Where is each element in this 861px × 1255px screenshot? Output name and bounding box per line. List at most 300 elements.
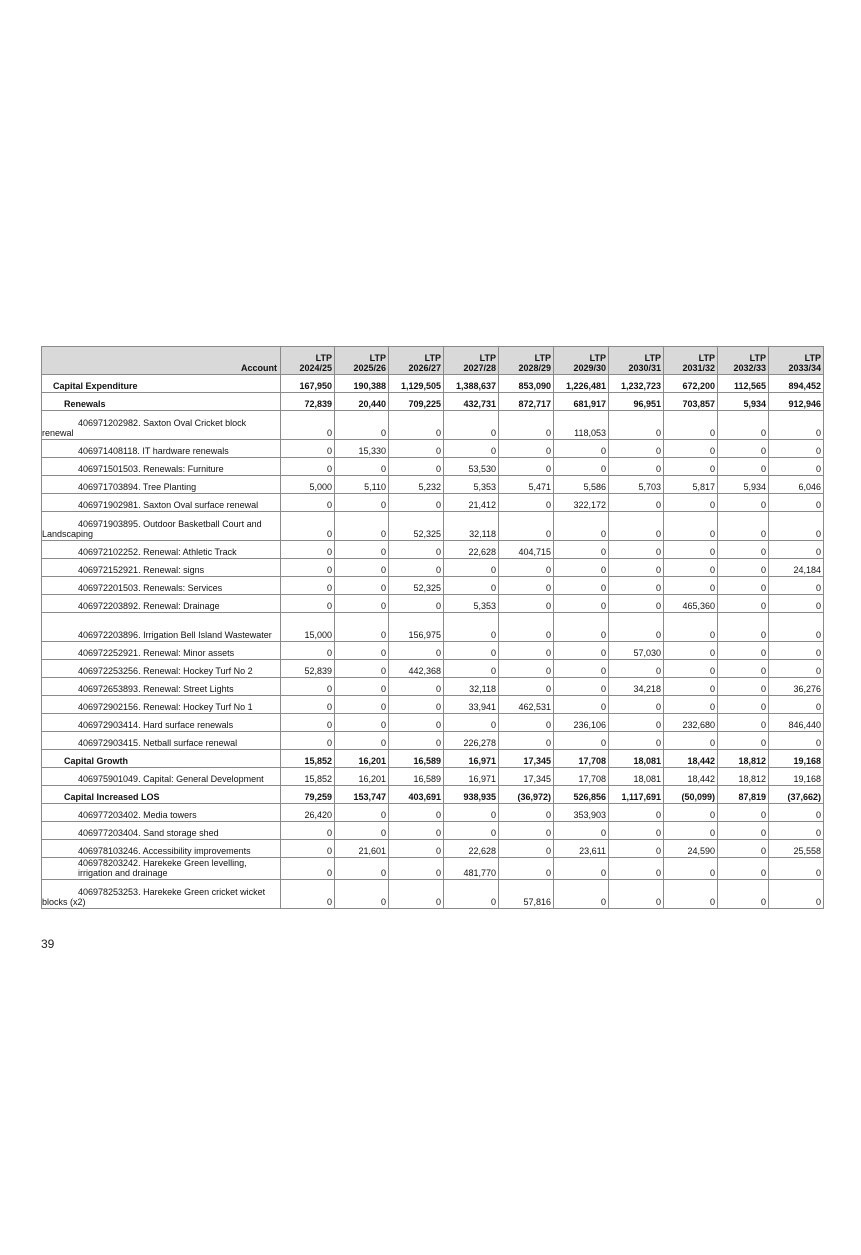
value-cell: 0 <box>769 642 824 660</box>
year-column-header: LTP 2032/33 <box>718 347 769 375</box>
value-cell: 0 <box>499 440 554 458</box>
value-cell: 26,420 <box>281 804 335 822</box>
value-cell: 0 <box>281 714 335 732</box>
value-cell: 0 <box>609 411 664 440</box>
value-cell: 5,817 <box>664 476 718 494</box>
value-cell: 0 <box>609 804 664 822</box>
value-cell: 0 <box>335 804 389 822</box>
value-cell: 0 <box>335 822 389 840</box>
value-cell: 24,184 <box>769 559 824 577</box>
value-cell: 36,276 <box>769 678 824 696</box>
value-cell: 938,935 <box>444 786 499 804</box>
value-cell: 0 <box>335 577 389 595</box>
account-name-cell: Capital Increased LOS <box>42 786 281 804</box>
value-cell: 0 <box>554 613 609 642</box>
value-cell: 226,278 <box>444 732 499 750</box>
value-cell: 0 <box>609 494 664 512</box>
account-name-cell: 406978253253. Harekeke Green cricket wicket blocks (x2) <box>42 880 281 909</box>
value-cell: 0 <box>389 541 444 559</box>
value-cell: 0 <box>335 494 389 512</box>
value-cell: 0 <box>389 714 444 732</box>
value-cell: 0 <box>769 440 824 458</box>
table-row <box>42 541 824 559</box>
value-cell: 17,345 <box>499 750 554 768</box>
year-column-header: LTP 2031/32 <box>664 347 718 375</box>
value-cell: 1,117,691 <box>609 786 664 804</box>
value-cell: 0 <box>554 642 609 660</box>
table-row <box>42 613 824 642</box>
table-row <box>42 440 824 458</box>
table-row <box>42 822 824 840</box>
value-cell: 5,353 <box>444 476 499 494</box>
value-cell: 52,325 <box>389 512 444 541</box>
value-cell: 0 <box>609 559 664 577</box>
value-cell: 96,951 <box>609 393 664 411</box>
year-column-header: LTP 2025/26 <box>335 347 389 375</box>
value-cell: 25,558 <box>769 840 824 858</box>
value-cell: 0 <box>389 440 444 458</box>
account-name-cell: 406977203402. Media towers <box>42 804 281 822</box>
account-name-cell: 406971903895. Outdoor Basketball Court and Landscaping <box>42 512 281 541</box>
value-cell: 19,168 <box>769 750 824 768</box>
value-cell: 0 <box>664 880 718 909</box>
value-cell: 0 <box>499 840 554 858</box>
value-cell: 0 <box>554 512 609 541</box>
value-cell: 0 <box>609 840 664 858</box>
value-cell: 0 <box>389 732 444 750</box>
year-column-header: LTP 2027/28 <box>444 347 499 375</box>
value-cell: 18,081 <box>609 768 664 786</box>
value-cell: 0 <box>718 541 769 559</box>
value-cell: 0 <box>769 494 824 512</box>
value-cell: 0 <box>281 577 335 595</box>
value-cell: 0 <box>389 494 444 512</box>
value-cell: 0 <box>499 595 554 613</box>
table-row <box>42 577 824 595</box>
value-cell: 0 <box>281 858 335 880</box>
value-cell: 0 <box>444 411 499 440</box>
table-row-subtotal <box>42 750 824 768</box>
value-cell: 21,412 <box>444 494 499 512</box>
value-cell: 0 <box>664 804 718 822</box>
value-cell: 1,388,637 <box>444 375 499 393</box>
table-row <box>42 678 824 696</box>
value-cell: 16,589 <box>389 750 444 768</box>
value-cell: 0 <box>444 613 499 642</box>
value-cell: 0 <box>718 577 769 595</box>
value-cell: 0 <box>389 458 444 476</box>
year-column-header: LTP 2029/30 <box>554 347 609 375</box>
value-cell: 681,917 <box>554 393 609 411</box>
value-cell: 0 <box>769 880 824 909</box>
value-cell: 0 <box>718 822 769 840</box>
value-cell: 156,975 <box>389 613 444 642</box>
value-cell: 0 <box>389 858 444 880</box>
value-cell: 442,368 <box>389 660 444 678</box>
value-cell: 0 <box>281 678 335 696</box>
value-cell: 0 <box>664 577 718 595</box>
value-cell: 118,053 <box>554 411 609 440</box>
value-cell: 21,601 <box>335 840 389 858</box>
value-cell: 0 <box>554 880 609 909</box>
account-name-cell: Capital Expenditure <box>42 375 281 393</box>
table-row-subtotal <box>42 393 824 411</box>
value-cell: 0 <box>444 714 499 732</box>
table-row <box>42 768 824 786</box>
value-cell: 0 <box>389 595 444 613</box>
value-cell: 0 <box>499 858 554 880</box>
value-cell: 465,360 <box>664 595 718 613</box>
value-cell: 0 <box>718 732 769 750</box>
value-cell: 18,442 <box>664 750 718 768</box>
value-cell: 5,586 <box>554 476 609 494</box>
value-cell: 0 <box>499 822 554 840</box>
value-cell: 0 <box>718 440 769 458</box>
value-cell: 0 <box>718 512 769 541</box>
value-cell: 0 <box>335 411 389 440</box>
value-cell: 0 <box>769 822 824 840</box>
value-cell: 0 <box>718 678 769 696</box>
value-cell: 0 <box>609 541 664 559</box>
value-cell: 20,440 <box>335 393 389 411</box>
value-cell: 0 <box>664 660 718 678</box>
account-name-cell: 406971408118. IT hardware renewals <box>42 440 281 458</box>
value-cell: 153,747 <box>335 786 389 804</box>
value-cell: 0 <box>335 714 389 732</box>
value-cell: 0 <box>444 880 499 909</box>
value-cell: 0 <box>389 696 444 714</box>
account-name-cell: 406972903415. Netball surface renewal <box>42 732 281 750</box>
value-cell: 22,628 <box>444 541 499 559</box>
value-cell: 22,628 <box>444 840 499 858</box>
value-cell: 481,770 <box>444 858 499 880</box>
value-cell: 0 <box>718 858 769 880</box>
value-cell: 0 <box>769 512 824 541</box>
value-cell: 0 <box>664 411 718 440</box>
value-cell: 0 <box>664 494 718 512</box>
value-cell: 5,934 <box>718 393 769 411</box>
table-row <box>42 411 824 440</box>
value-cell: 0 <box>718 880 769 909</box>
value-cell: 17,708 <box>554 750 609 768</box>
value-cell: 33,941 <box>444 696 499 714</box>
table-row <box>42 880 824 909</box>
table-row <box>42 714 824 732</box>
table-row <box>42 642 824 660</box>
value-cell: 0 <box>718 559 769 577</box>
value-cell: 0 <box>281 411 335 440</box>
value-cell: 0 <box>499 411 554 440</box>
value-cell: 0 <box>769 696 824 714</box>
value-cell: 0 <box>554 696 609 714</box>
year-column-header: LTP 2028/29 <box>499 347 554 375</box>
table-row <box>42 858 824 880</box>
value-cell: 0 <box>499 804 554 822</box>
value-cell: 6,046 <box>769 476 824 494</box>
value-cell: 0 <box>335 613 389 642</box>
value-cell: 0 <box>554 822 609 840</box>
account-name-cell: 406971703894. Tree Planting <box>42 476 281 494</box>
value-cell: 0 <box>609 512 664 541</box>
value-cell: 0 <box>609 732 664 750</box>
value-cell: 0 <box>335 595 389 613</box>
value-cell: 0 <box>335 559 389 577</box>
value-cell: 0 <box>281 512 335 541</box>
value-cell: 0 <box>389 822 444 840</box>
value-cell: 0 <box>718 696 769 714</box>
value-cell: 353,903 <box>554 804 609 822</box>
value-cell: 894,452 <box>769 375 824 393</box>
value-cell: 462,531 <box>499 696 554 714</box>
account-name-cell: 406972152921. Renewal: signs <box>42 559 281 577</box>
account-name-cell: 406972203892. Renewal: Drainage <box>42 595 281 613</box>
value-cell: 18,442 <box>664 768 718 786</box>
value-cell: 1,129,505 <box>389 375 444 393</box>
value-cell: 0 <box>444 577 499 595</box>
account-name-cell: Capital Growth <box>42 750 281 768</box>
account-name-cell: 406972252921. Renewal: Minor assets <box>42 642 281 660</box>
account-name-cell: 406972253256. Renewal: Hockey Turf No 2 <box>42 660 281 678</box>
value-cell: 0 <box>664 512 718 541</box>
value-cell: 0 <box>281 595 335 613</box>
account-name-cell: 406971202982. Saxton Oval Cricket block renewal <box>42 411 281 440</box>
value-cell: 72,839 <box>281 393 335 411</box>
capital-expenditure-table <box>41 346 824 909</box>
account-name-cell: 406972902156. Renewal: Hockey Turf No 1 <box>42 696 281 714</box>
value-cell: 0 <box>718 660 769 678</box>
value-cell: 0 <box>609 577 664 595</box>
value-cell: 0 <box>389 559 444 577</box>
value-cell: 0 <box>499 660 554 678</box>
value-cell: 18,812 <box>718 768 769 786</box>
value-cell: 0 <box>499 494 554 512</box>
value-cell: 1,232,723 <box>609 375 664 393</box>
value-cell: 0 <box>554 732 609 750</box>
value-cell: 0 <box>499 613 554 642</box>
table-row <box>42 494 824 512</box>
value-cell: 912,946 <box>769 393 824 411</box>
account-name-cell: 406978103246. Accessibility improvements <box>42 840 281 858</box>
value-cell: 15,852 <box>281 750 335 768</box>
value-cell: 15,330 <box>335 440 389 458</box>
value-cell: 0 <box>554 858 609 880</box>
value-cell: 0 <box>718 714 769 732</box>
value-cell: 5,703 <box>609 476 664 494</box>
year-column-header: LTP 2024/25 <box>281 347 335 375</box>
value-cell: 52,325 <box>389 577 444 595</box>
account-name-cell: 406972102252. Renewal: Athletic Track <box>42 541 281 559</box>
year-column-header: LTP 2033/34 <box>769 347 824 375</box>
value-cell: 0 <box>281 880 335 909</box>
value-cell: 17,708 <box>554 768 609 786</box>
value-cell: 0 <box>769 541 824 559</box>
value-cell: 57,816 <box>499 880 554 909</box>
year-column-header: LTP 2030/31 <box>609 347 664 375</box>
value-cell: 0 <box>664 559 718 577</box>
value-cell: 0 <box>281 822 335 840</box>
table-row <box>42 559 824 577</box>
value-cell: 0 <box>664 613 718 642</box>
value-cell: 709,225 <box>389 393 444 411</box>
value-cell: 0 <box>444 804 499 822</box>
table-row-subtotal <box>42 375 824 393</box>
value-cell: 0 <box>609 595 664 613</box>
value-cell: 0 <box>281 732 335 750</box>
value-cell: 0 <box>609 660 664 678</box>
value-cell: (50,099) <box>664 786 718 804</box>
account-name-cell: 406972903414. Hard surface renewals <box>42 714 281 732</box>
value-cell: 0 <box>718 494 769 512</box>
value-cell: 0 <box>554 678 609 696</box>
table-row <box>42 595 824 613</box>
value-cell: 0 <box>554 541 609 559</box>
value-cell: 16,201 <box>335 750 389 768</box>
account-name-cell: 406971902981. Saxton Oval surface renewal <box>42 494 281 512</box>
value-cell: 0 <box>389 411 444 440</box>
value-cell: 5,110 <box>335 476 389 494</box>
value-cell: 0 <box>281 494 335 512</box>
value-cell: 0 <box>664 696 718 714</box>
value-cell: 23,611 <box>554 840 609 858</box>
value-cell: 0 <box>609 714 664 732</box>
value-cell: 0 <box>769 613 824 642</box>
table-header-row <box>42 347 824 375</box>
value-cell: 0 <box>499 577 554 595</box>
value-cell: 0 <box>554 559 609 577</box>
value-cell: 34,218 <box>609 678 664 696</box>
value-cell: 0 <box>769 732 824 750</box>
value-cell: 236,106 <box>554 714 609 732</box>
value-cell: 0 <box>499 642 554 660</box>
table-row-subtotal <box>42 786 824 804</box>
account-name-cell: 406972201503. Renewals: Services <box>42 577 281 595</box>
value-cell: 0 <box>281 440 335 458</box>
table-row <box>42 476 824 494</box>
value-cell: 16,971 <box>444 768 499 786</box>
value-cell: 672,200 <box>664 375 718 393</box>
value-cell: 0 <box>769 660 824 678</box>
value-cell: 0 <box>769 804 824 822</box>
value-cell: 0 <box>499 458 554 476</box>
value-cell: 432,731 <box>444 393 499 411</box>
value-cell: 0 <box>499 732 554 750</box>
value-cell: 0 <box>664 858 718 880</box>
value-cell: 5,000 <box>281 476 335 494</box>
value-cell: 0 <box>389 804 444 822</box>
value-cell: 0 <box>609 880 664 909</box>
table-row <box>42 458 824 476</box>
value-cell: 0 <box>718 458 769 476</box>
value-cell: 5,232 <box>389 476 444 494</box>
value-cell: 0 <box>389 642 444 660</box>
value-cell: 0 <box>335 512 389 541</box>
value-cell: 0 <box>718 595 769 613</box>
value-cell: 0 <box>281 559 335 577</box>
table-row <box>42 512 824 541</box>
page-number: 39 <box>41 937 55 951</box>
value-cell: 322,172 <box>554 494 609 512</box>
value-cell: 17,345 <box>499 768 554 786</box>
table-row <box>42 804 824 822</box>
value-cell: 18,081 <box>609 750 664 768</box>
value-cell: 0 <box>499 678 554 696</box>
value-cell: 0 <box>769 577 824 595</box>
value-cell: 52,839 <box>281 660 335 678</box>
value-cell: 1,226,481 <box>554 375 609 393</box>
value-cell: 16,589 <box>389 768 444 786</box>
value-cell: 0 <box>281 696 335 714</box>
value-cell: 0 <box>335 642 389 660</box>
value-cell: 0 <box>499 559 554 577</box>
value-cell: 0 <box>664 541 718 559</box>
value-cell: 0 <box>554 458 609 476</box>
value-cell: 846,440 <box>769 714 824 732</box>
value-cell: 0 <box>664 642 718 660</box>
value-cell: 0 <box>554 595 609 613</box>
value-cell: 24,590 <box>664 840 718 858</box>
value-cell: 0 <box>281 642 335 660</box>
value-cell: 526,856 <box>554 786 609 804</box>
value-cell: 0 <box>664 732 718 750</box>
value-cell: 872,717 <box>499 393 554 411</box>
value-cell: 0 <box>281 541 335 559</box>
value-cell: 19,168 <box>769 768 824 786</box>
value-cell: 0 <box>718 840 769 858</box>
value-cell: 0 <box>281 840 335 858</box>
value-cell: 0 <box>609 696 664 714</box>
value-cell: 16,971 <box>444 750 499 768</box>
value-cell: 0 <box>281 458 335 476</box>
value-cell: 0 <box>664 678 718 696</box>
value-cell: 0 <box>609 613 664 642</box>
account-name-cell: 406975901049. Capital: General Development <box>42 768 281 786</box>
value-cell: 0 <box>444 822 499 840</box>
value-cell: 0 <box>335 696 389 714</box>
value-cell: 0 <box>609 858 664 880</box>
account-name-cell: 406971501503. Renewals: Furniture <box>42 458 281 476</box>
value-cell: 0 <box>554 440 609 458</box>
value-cell: 0 <box>769 595 824 613</box>
value-cell: 87,819 <box>718 786 769 804</box>
value-cell: 0 <box>718 613 769 642</box>
value-cell: (37,662) <box>769 786 824 804</box>
value-cell: 0 <box>335 660 389 678</box>
value-cell: 18,812 <box>718 750 769 768</box>
value-cell: 0 <box>718 642 769 660</box>
value-cell: 0 <box>444 642 499 660</box>
value-cell: 15,000 <box>281 613 335 642</box>
value-cell: 167,950 <box>281 375 335 393</box>
table-row <box>42 660 824 678</box>
value-cell: 0 <box>609 822 664 840</box>
value-cell: 79,259 <box>281 786 335 804</box>
value-cell: 403,691 <box>389 786 444 804</box>
value-cell: 32,118 <box>444 512 499 541</box>
value-cell: 0 <box>664 440 718 458</box>
table-row <box>42 840 824 858</box>
value-cell: (36,972) <box>499 786 554 804</box>
table-row <box>42 732 824 750</box>
value-cell: 0 <box>769 411 824 440</box>
value-cell: 0 <box>389 840 444 858</box>
value-cell: 0 <box>335 732 389 750</box>
account-name-cell: 406972203896. Irrigation Bell Island Wastewater <box>42 613 281 642</box>
value-cell: 53,530 <box>444 458 499 476</box>
account-name-cell: 406972653893. Renewal: Street Lights <box>42 678 281 696</box>
value-cell: 0 <box>609 440 664 458</box>
account-name-cell: 406977203404. Sand storage shed <box>42 822 281 840</box>
value-cell: 0 <box>444 660 499 678</box>
